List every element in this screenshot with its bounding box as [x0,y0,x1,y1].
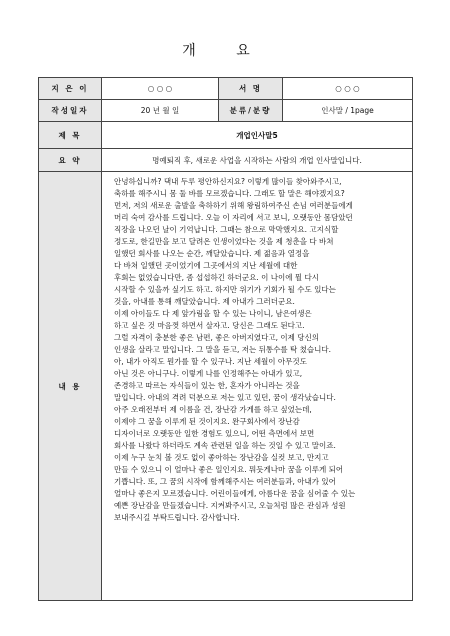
date-label: 작성일자 [39,100,102,122]
content-label: 내 용 [39,172,102,601]
content-body[interactable] [102,172,413,601]
content-line: 기쁩니다. 또, 그 꿈의 시작에 함께해주시는 여러분들과, 아내가 있어 [114,477,336,486]
content-line: 디자이너로 오랫동안 일한 경험도 있으니, 어떤 측면에서 보면 [114,429,315,438]
content-line: 다 바쳐 일했던 곳이었기에 그곳에서의 지난 세월에 대한 [114,261,298,270]
date-value[interactable]: 20 년 월 일 [102,100,219,122]
content-line: 것을, 아내를 통해 깨달았습니다. 제 아내가 그러더군요. [114,297,295,306]
content-line: 존경하고 따르는 자식들이 있는 한, 혼자가 아니라는 것을 [114,381,300,390]
subject-label: 제 목 [39,122,102,149]
subject-value[interactable]: 개업인사말5 [102,122,413,149]
content-line: 회사를 나왔다 하더라도 계속 관련된 일을 하는 것일 수 있고 말이죠. [114,441,336,450]
content-line: 이제야 그 꿈을 이루게 된 것이지요. 완구회사에서 장난감 [114,417,300,426]
content-line: 보내주시길 부탁드립니다. 감사합니다. [114,513,240,522]
summary-label: 요 약 [39,149,102,172]
summary-value[interactable]: 명예퇴직 후, 새로운 사업을 시작하는 사람의 개업 인사말입니다. [102,149,413,172]
content-line: 직장을 나오던 날이 기억납니다. 그때는 참으로 막막했지요. 고지식할 [114,225,339,234]
content-line: 말입니다. 아내의 격려 덕분으로 저는 있고 있던, 꿈이 생각났습니다. [114,393,336,402]
content-line: 먼저, 저의 새로운 출발을 축하하기 위해 왕림하여주신 손님 여러분들에게 [114,201,353,210]
content-line: 시작할 수 있을까 싶기도 하고. 하지만 위기가 기회가 될 수도 있다는 [114,285,336,294]
content-line: 아, 내가 아직도 뭔가를 할 수 있구나. 지난 세월이 아무것도 [114,357,307,366]
author-row [39,78,413,100]
signature-label: 서 명 [219,78,283,100]
content-line: 이제 누구 눈치 볼 것도 없이 좋아하는 장난감을 실컷 보고, 만지고 [114,453,329,462]
content-text [102,172,412,524]
content-line: 예쁜 장난감을 만들겠습니다. 지켜봐주시고, 오늘처럼 많은 관심과 성원 [114,501,346,510]
content-line: 인생을 살라고 말입니다. 그 말을 듣고, 저는 뒤통수를 탁 쳤습니다. [114,345,331,354]
page-title: 개 요 [182,43,268,59]
content-line: 얼마나 좋은지 모르겠습니다. 어린이들에게, 아름다운 꿈을 심어줄 수 있는 [114,489,356,498]
date-row [39,100,413,122]
document-info-table [38,77,413,601]
content-line: 만들 수 있으니 이 얼마나 좋은 일인지요. 뭐듯게나마 꿈을 이루게 되어 [114,465,344,474]
content-line: 아주 오래전부터 제 이름을 건, 장난감 가게를 하고 싶었는데, [114,405,312,414]
author-label: 지 은 이 [39,78,102,100]
content-line: 일했던 회사를 나오는 순간, 깨달았습니다. 제 젊음과 열정을 [114,249,310,258]
content-line: 머리 숙여 감사를 드립니다. 오늘 이 자리에 서고 보니, 오랫동안 몸담았던 [114,213,353,222]
content-line: 이제 아이들도 다 제 앞가림을 할 수 있는 나이니, 남은여생은 [114,309,312,318]
author-value[interactable]: ○ ○ ○ [102,78,219,100]
content-line: 하고 싶은 것 마음껏 하면서 살자고. 당신은 그래도 된다고. [114,321,305,330]
signature-value[interactable]: ○ ○ ○ [283,78,413,100]
content-line: 정도로, 한길만을 보고 달려온 인생이었다는 것을 제 청춘을 다 바쳐 [114,237,334,246]
content-line: 안녕하십니까? 댁내 두루 평안하신지요? 이렇게 많이들 찾아와주시고, [114,177,342,186]
content-row [39,172,413,601]
content-line: 축하를 해주시니 몸 둘 바를 모르겠습니다. 그래도 할 말은 해야겠지요? [114,189,345,198]
content-line: 후회는 없었습니다만, 좀 섭섭하긴 하더군요. 이 나이에 뭘 다시 [114,273,319,282]
category-value[interactable]: 인사말 / 1page [283,100,413,122]
content-line: 그럴 자격이 충분한 좋은 남편, 좋은 아버지였다고, 이제 당신의 [114,333,319,342]
content-line: 아닌 것은 아니구나. 이렇게 나를 인정해주는 아내가 있고, [114,369,303,378]
summary-row [39,149,413,172]
subject-row [39,122,413,149]
category-label: 분류/분량 [219,100,283,122]
